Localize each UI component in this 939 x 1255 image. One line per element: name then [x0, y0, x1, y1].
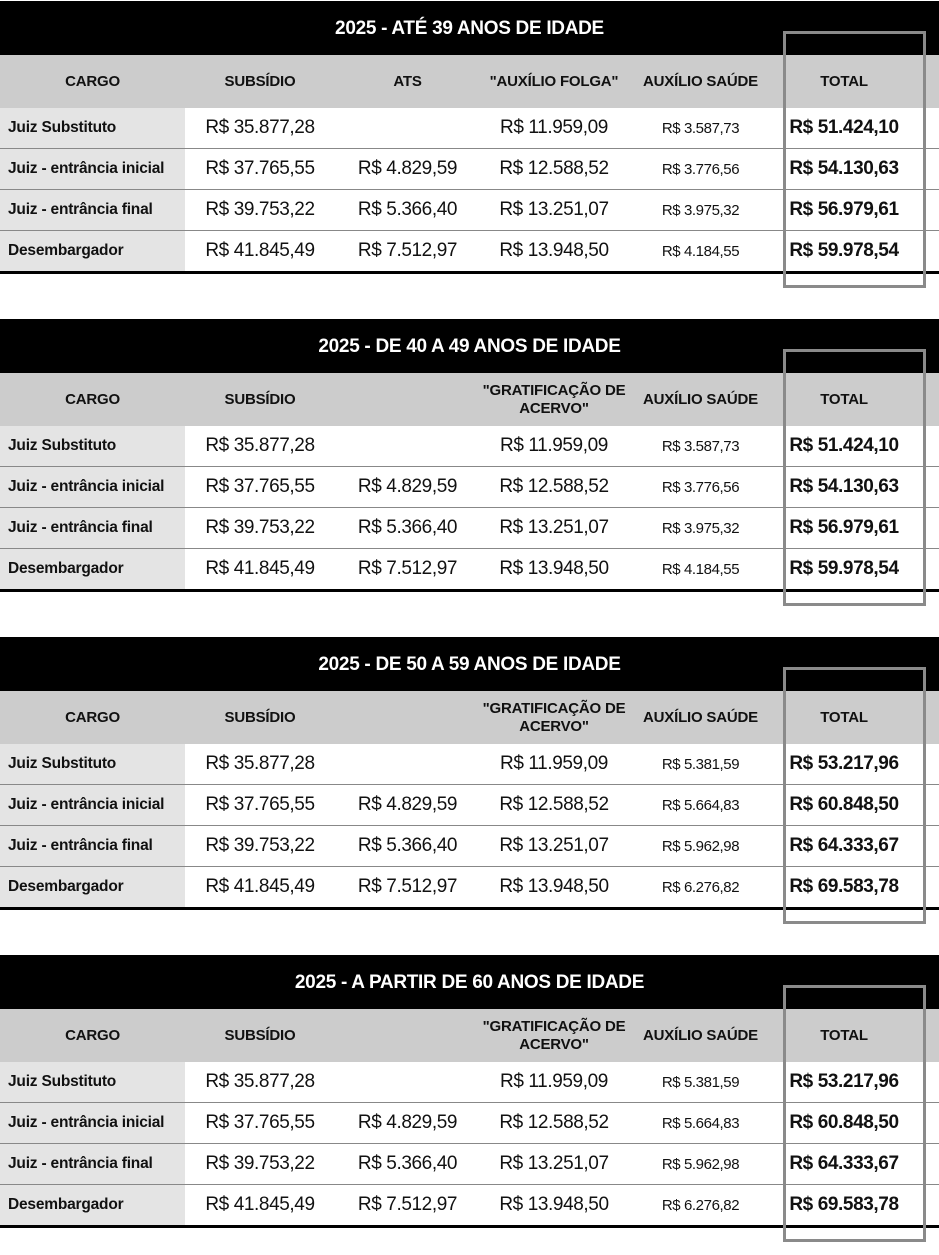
cell-subsidio: R$ 41.845,49: [205, 558, 315, 579]
header-cargo: CARGO: [65, 390, 120, 408]
cell-cargo: Juiz - entrância final: [0, 190, 185, 230]
cell-auxilio-saude: R$ 6.276,82: [661, 878, 740, 896]
header-ats: [335, 373, 480, 426]
header-total: TOTAL: [820, 708, 868, 726]
salary-table-40-49: [0, 319, 939, 609]
cell-subsidio: R$ 39.753,22: [205, 517, 315, 538]
table-row: [0, 867, 939, 910]
table-title: 2025 - DE 50 A 59 ANOS DE IDADE: [0, 637, 939, 691]
cell-subsidio: R$ 35.877,28: [205, 753, 315, 774]
cell-total: R$ 64.333,67: [789, 835, 899, 856]
table-header-row: [0, 1009, 939, 1062]
cell-auxilio-saude: R$ 4.184,55: [661, 242, 740, 260]
cell-total: R$ 69.583,78: [789, 876, 899, 897]
cell-auxilio-saude: R$ 3.975,32: [661, 519, 740, 537]
cell-total: R$ 51.424,10: [789, 435, 899, 456]
cell-subsidio: R$ 37.765,55: [205, 476, 315, 497]
table-row: [0, 1144, 939, 1185]
header-subsidio: SUBSÍDIO: [224, 708, 296, 726]
cell-subsidio: R$ 39.753,22: [205, 835, 315, 856]
cell-ats: R$ 7.512,97: [357, 876, 458, 897]
header-ats: [335, 1009, 480, 1062]
cell-auxilio-saude: R$ 6.276,82: [661, 1196, 740, 1214]
salary-table-60-plus: [0, 955, 939, 1245]
header-auxilio-saude: AUXÍLIO SAÚDE: [643, 708, 758, 726]
header-total: TOTAL: [820, 390, 868, 408]
cell-subsidio: R$ 41.845,49: [205, 240, 315, 261]
cell-total: R$ 53.217,96: [789, 753, 899, 774]
cell-cargo: Juiz Substituto: [0, 108, 185, 148]
cell-auxilio-folga: R$ 13.948,50: [499, 240, 609, 261]
table-row: [0, 549, 939, 592]
cell-total: R$ 56.979,61: [789, 517, 899, 538]
cell-subsidio: R$ 37.765,55: [205, 158, 315, 179]
table-row: [0, 1103, 939, 1144]
header-auxilio-saude: AUXÍLIO SAÚDE: [643, 1026, 758, 1044]
header-gratificacao-acervo: "GRATIFICAÇÃO DE ACERVO": [482, 1017, 626, 1053]
cell-total: R$ 54.130,63: [789, 158, 899, 179]
cell-ats: R$ 4.829,59: [357, 1112, 458, 1133]
cell-subsidio: R$ 39.753,22: [205, 1153, 315, 1174]
table-row: [0, 231, 939, 274]
header-ats: [335, 691, 480, 744]
cell-gratificacao-acervo: R$ 11.959,09: [500, 435, 608, 456]
header-auxilio-folga: "AUXÍLIO FOLGA": [489, 72, 619, 90]
cell-total: R$ 51.424,10: [789, 117, 899, 138]
header-cargo: CARGO: [65, 1026, 120, 1044]
cell-auxilio-saude: R$ 3.776,56: [661, 160, 740, 178]
cell-gratificacao-acervo: R$ 12.588,52: [499, 794, 609, 815]
cell-gratificacao-acervo: R$ 13.251,07: [499, 835, 609, 856]
table-body: [0, 1062, 939, 1228]
cell-gratificacao-acervo: R$ 12.588,52: [499, 1112, 609, 1133]
cell-auxilio-folga: R$ 11.959,09: [500, 117, 608, 138]
table-header-row: [0, 55, 939, 108]
table-row: [0, 744, 939, 785]
cell-cargo: Juiz - entrância inicial: [0, 1103, 185, 1143]
cell-auxilio-saude: R$ 3.975,32: [661, 201, 740, 219]
table-header-row: [0, 373, 939, 426]
cell-auxilio-saude: R$ 3.776,56: [661, 478, 740, 496]
cell-subsidio: R$ 37.765,55: [205, 794, 315, 815]
salary-table-ate-39: [0, 1, 939, 291]
header-subsidio: SUBSÍDIO: [224, 390, 296, 408]
cell-gratificacao-acervo: R$ 13.251,07: [499, 1153, 609, 1174]
cell-subsidio: R$ 41.845,49: [205, 1194, 315, 1215]
salary-table-50-59: [0, 637, 939, 927]
header-ats: ATS: [393, 72, 422, 90]
cell-total: R$ 54.130,63: [789, 476, 899, 497]
cell-subsidio: R$ 35.877,28: [205, 435, 315, 456]
cell-subsidio: R$ 35.877,28: [205, 117, 315, 138]
header-gratificacao-acervo: "GRATIFICAÇÃO DE ACERVO": [482, 699, 626, 735]
cell-ats: [335, 1062, 480, 1102]
cell-ats: R$ 5.366,40: [357, 1153, 458, 1174]
table-row: [0, 508, 939, 549]
cell-total: R$ 60.848,50: [789, 794, 899, 815]
cell-auxilio-saude: R$ 4.184,55: [661, 560, 740, 578]
header-total: TOTAL: [820, 72, 868, 90]
cell-total: R$ 59.978,54: [789, 240, 899, 261]
table-row: [0, 426, 939, 467]
table-row: [0, 108, 939, 149]
table-body: [0, 108, 939, 274]
header-cargo: CARGO: [65, 708, 120, 726]
cell-total: R$ 69.583,78: [789, 1194, 899, 1215]
cell-ats: R$ 7.512,97: [357, 240, 458, 261]
cell-cargo: Juiz - entrância final: [0, 826, 185, 866]
cell-ats: [335, 744, 480, 784]
cell-total: R$ 60.848,50: [789, 1112, 899, 1133]
cell-ats: R$ 5.366,40: [357, 835, 458, 856]
cell-gratificacao-acervo: R$ 13.948,50: [499, 558, 609, 579]
cell-cargo: Desembargador: [0, 867, 185, 907]
cell-gratificacao-acervo: R$ 13.251,07: [499, 517, 609, 538]
cell-cargo: Juiz Substituto: [0, 426, 185, 466]
cell-cargo: Juiz - entrância final: [0, 508, 185, 548]
cell-gratificacao-acervo: R$ 13.948,50: [499, 876, 609, 897]
cell-total: R$ 53.217,96: [789, 1071, 899, 1092]
cell-auxilio-folga: R$ 13.251,07: [499, 199, 609, 220]
header-gratificacao-acervo: "GRATIFICAÇÃO DE ACERVO": [482, 381, 626, 417]
cell-auxilio-saude: R$ 5.962,98: [661, 1155, 740, 1173]
cell-cargo: Juiz - entrância inicial: [0, 149, 185, 189]
cell-gratificacao-acervo: R$ 11.959,09: [500, 753, 608, 774]
cell-ats: [335, 426, 480, 466]
cell-auxilio-saude: R$ 5.381,59: [661, 1073, 740, 1091]
table-row: [0, 467, 939, 508]
cell-subsidio: R$ 37.765,55: [205, 1112, 315, 1133]
cell-cargo: Juiz - entrância inicial: [0, 785, 185, 825]
cell-gratificacao-acervo: R$ 13.948,50: [499, 1194, 609, 1215]
cell-cargo: Desembargador: [0, 549, 185, 589]
header-auxilio-saude: AUXÍLIO SAÚDE: [643, 390, 758, 408]
table-body: [0, 744, 939, 910]
cell-cargo: Juiz - entrância final: [0, 1144, 185, 1184]
cell-gratificacao-acervo: R$ 12.588,52: [499, 476, 609, 497]
cell-auxilio-saude: R$ 5.664,83: [661, 796, 740, 814]
header-total: TOTAL: [820, 1026, 868, 1044]
cell-cargo: Juiz Substituto: [0, 744, 185, 784]
header-subsidio: SUBSÍDIO: [224, 72, 296, 90]
table-header-row: [0, 691, 939, 744]
table-row: [0, 785, 939, 826]
header-auxilio-saude: AUXÍLIO SAÚDE: [643, 72, 758, 90]
cell-auxilio-saude: R$ 3.587,73: [661, 119, 740, 137]
cell-cargo: Juiz - entrância inicial: [0, 467, 185, 507]
table-title: 2025 - DE 40 A 49 ANOS DE IDADE: [0, 319, 939, 373]
cell-auxilio-saude: R$ 5.664,83: [661, 1114, 740, 1132]
cell-auxilio-folga: R$ 12.588,52: [499, 158, 609, 179]
table-row: [0, 1185, 939, 1228]
cell-total: R$ 56.979,61: [789, 199, 899, 220]
cell-auxilio-saude: R$ 5.381,59: [661, 755, 740, 773]
table-body: [0, 426, 939, 592]
cell-subsidio: R$ 41.845,49: [205, 876, 315, 897]
header-cargo: CARGO: [65, 72, 120, 90]
cell-auxilio-saude: R$ 3.587,73: [661, 437, 740, 455]
cell-cargo: Juiz Substituto: [0, 1062, 185, 1102]
table-row: [0, 190, 939, 231]
cell-ats: R$ 4.829,59: [357, 794, 458, 815]
cell-ats: R$ 4.829,59: [357, 158, 458, 179]
cell-auxilio-saude: R$ 5.962,98: [661, 837, 740, 855]
table-row: [0, 826, 939, 867]
table-row: [0, 149, 939, 190]
cell-subsidio: R$ 39.753,22: [205, 199, 315, 220]
cell-ats: R$ 7.512,97: [357, 1194, 458, 1215]
table-row: [0, 1062, 939, 1103]
table-title: 2025 - ATÉ 39 ANOS DE IDADE: [0, 1, 939, 55]
cell-ats: [335, 108, 480, 148]
header-subsidio: SUBSÍDIO: [224, 1026, 296, 1044]
cell-ats: R$ 7.512,97: [357, 558, 458, 579]
cell-subsidio: R$ 35.877,28: [205, 1071, 315, 1092]
cell-ats: R$ 5.366,40: [357, 199, 458, 220]
cell-cargo: Desembargador: [0, 231, 185, 271]
cell-ats: R$ 5.366,40: [357, 517, 458, 538]
cell-gratificacao-acervo: R$ 11.959,09: [500, 1071, 608, 1092]
cell-cargo: Desembargador: [0, 1185, 185, 1225]
table-title: 2025 - A PARTIR DE 60 ANOS DE IDADE: [0, 955, 939, 1009]
cell-total: R$ 64.333,67: [789, 1153, 899, 1174]
cell-total: R$ 59.978,54: [789, 558, 899, 579]
cell-ats: R$ 4.829,59: [357, 476, 458, 497]
